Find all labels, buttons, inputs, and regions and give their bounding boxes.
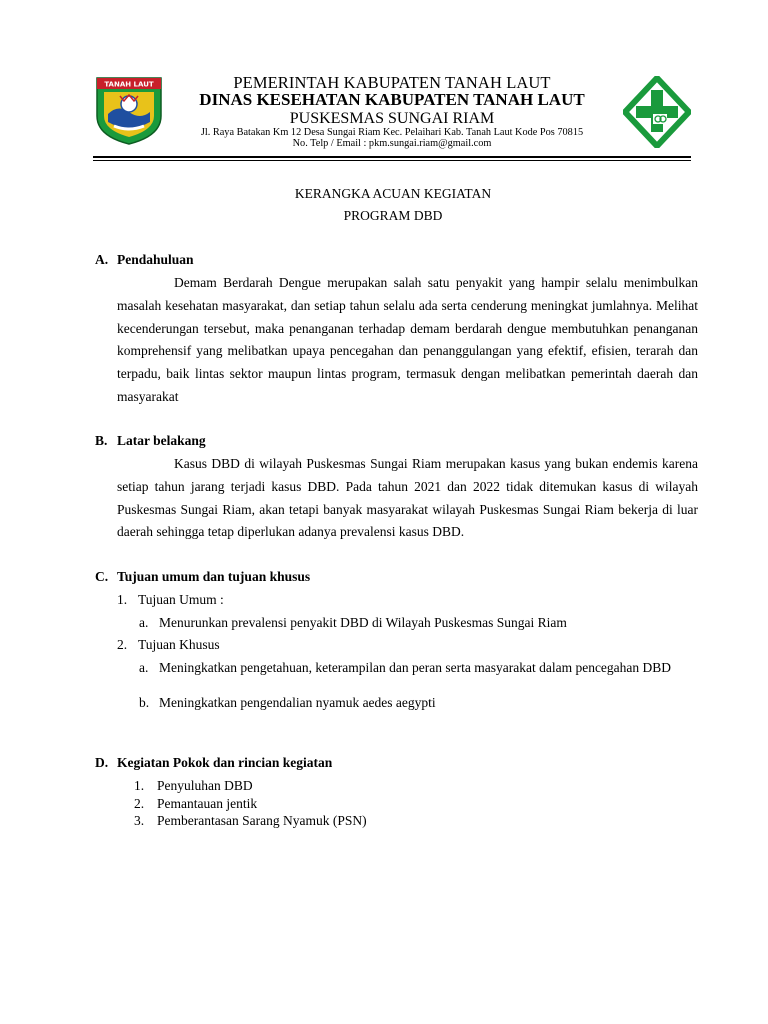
- list-subitem-text: Meningkatkan pengendalian nyamuk aedes aegypti: [159, 695, 436, 710]
- header-divider-thin: [93, 160, 691, 161]
- list-item-number: 2.: [134, 796, 145, 811]
- header-puskesmas-name: PUSKESMAS SUNGAI RIAM: [289, 110, 495, 127]
- list-subitem-letter: a.: [139, 660, 149, 675]
- list-subitem-text: Menurunkan prevalensi penyakit DBD di Wilayah Puskesmas Sungai Riam: [159, 615, 567, 630]
- list-item: [117, 592, 224, 608]
- section-b-heading: [95, 433, 206, 449]
- list-subitem-text: Meningkatkan pengetahuan, keterampilan dan peran serta masyarakat dalam pencegahan DBD: [159, 660, 672, 675]
- header-contact: No. Telp / Email : pkm.sungai.riam@gmail.com: [292, 138, 492, 149]
- list-subitem: [139, 614, 698, 631]
- list-item-text: Pemantauan jentik: [157, 796, 258, 811]
- list-subitem: [139, 694, 698, 711]
- document-title: KERANGKA ACUAN KEGIATAN: [294, 186, 492, 201]
- section-a-heading: [95, 252, 194, 268]
- list-item-label: Tujuan Umum :: [138, 592, 224, 607]
- list-item-number: 1.: [134, 778, 145, 793]
- header-government-name: PEMERINTAH KABUPATEN TANAH LAUT: [233, 73, 551, 92]
- list-item: [134, 796, 257, 812]
- list-item-number: 3.: [134, 813, 145, 828]
- section-b-text: Kasus DBD di wilayah Puskesmas Sungai Riam merupakan kasus yang bukan endemis karena setiap tahun jarang terjadi kasus DBD. Pada tahun 2021 dan 2022 tidak ditemukan kasus di wilayah Puskesmas Sungai Riam, akan tetapi banyak masyarakat wilayah Puskesmas Sungai Riam bekerja di luar daerah sehingga tetap diperlukan adanya prevalensi kasus DBD.: [117, 456, 698, 540]
- tanah-laut-regency-logo: [94, 74, 164, 146]
- section-b-title: Latar belakang: [117, 433, 206, 448]
- list-item-number: 2.: [117, 637, 128, 652]
- logo-regency-name: TANAH LAUT: [104, 80, 154, 89]
- list-subitem-letter: a.: [139, 615, 149, 630]
- section-d-heading: [95, 755, 332, 771]
- section-b-paragraph: [117, 453, 698, 544]
- section-a-letter: A.: [95, 252, 109, 267]
- section-d-title: Kegiatan Pokok dan rincian kegiatan: [117, 755, 333, 770]
- list-item-text: Penyuluhan DBD: [157, 778, 253, 793]
- document-subtitle: PROGRAM DBD: [343, 208, 443, 223]
- list-item: [117, 637, 220, 653]
- list-item-number: 1.: [117, 592, 128, 607]
- header-divider-thick: [93, 156, 691, 158]
- list-item: [134, 778, 253, 794]
- list-item: [134, 813, 367, 829]
- section-a-paragraph: [117, 272, 698, 409]
- section-c-heading: [95, 569, 310, 585]
- list-subitem-letter: b.: [139, 695, 150, 710]
- list-item-text: Pemberantasan Sarang Nyamuk (PSN): [157, 813, 367, 828]
- list-subitem: [139, 659, 698, 676]
- header-address: Jl. Raya Batakan Km 12 Desa Sungai Riam Kec. Pelaihari Kab. Tanah Laut Kode Pos 70815: [200, 127, 584, 138]
- section-c-title: Tujuan umum dan tujuan khusus: [117, 569, 311, 584]
- section-a-text: Demam Berdarah Dengue merupakan salah satu penyakit yang hampir selalu menimbulkan masalah kesehatan masyarakat, dan setiap tahun selalu ada serta cenderung meningkat jumlahnya. Melihat kecenderungan tersebut, maka penanganan terhadap demam berdarah dengue membutuhkan penanganan komprehensif yang melibatkan upaya pencegahan dan penanggulangan yang efektif, efisien, terarah dan terpadu, baik lintas sektor maupun lintas program, termasuk dengan melibatkan pemerintah daerah dan masyarakat: [117, 275, 698, 404]
- section-b-letter: B.: [95, 433, 108, 448]
- section-c-letter: C.: [95, 569, 109, 584]
- puskesmas-logo: [623, 76, 691, 148]
- section-d-letter: D.: [95, 755, 109, 770]
- section-a-title: Pendahuluan: [117, 252, 194, 267]
- list-item-label: Tujuan Khusus: [138, 637, 220, 652]
- header-department-name: DINAS KESEHATAN KABUPATEN TANAH LAUT: [199, 90, 585, 109]
